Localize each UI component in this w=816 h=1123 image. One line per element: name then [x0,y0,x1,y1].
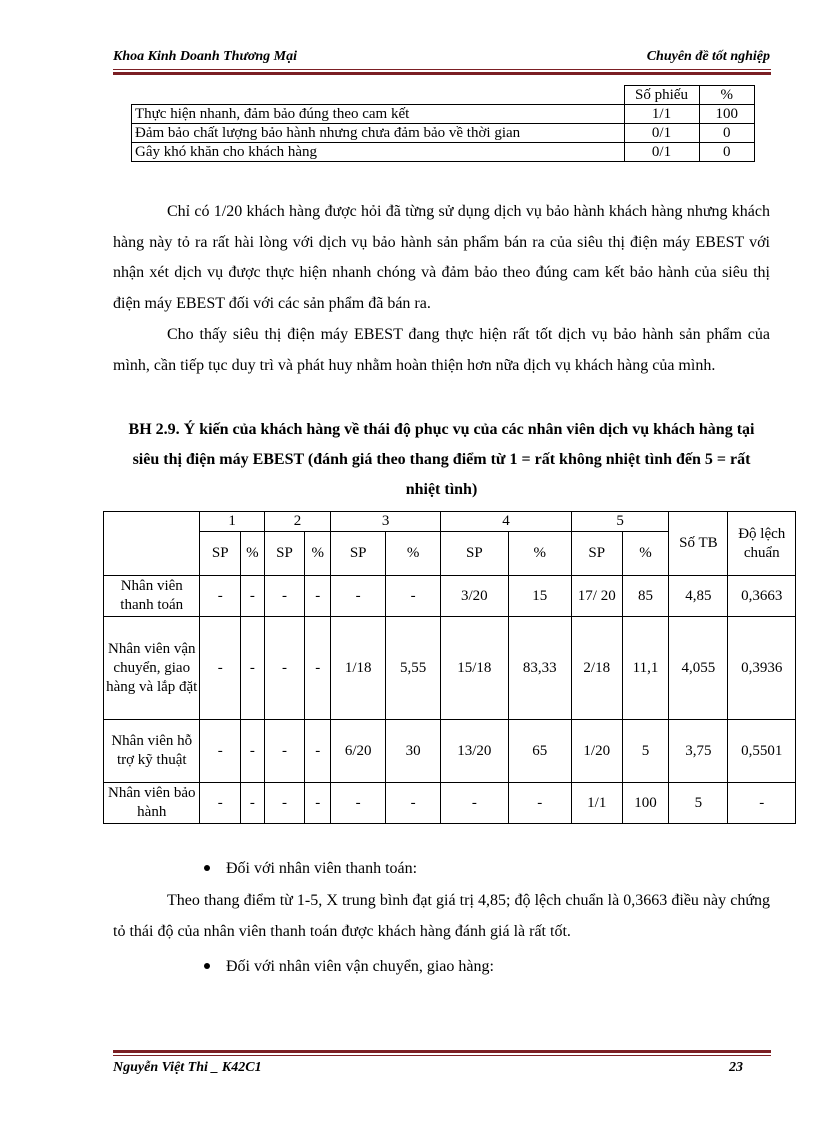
scale-3: 3 [331,512,441,532]
scale-1: 1 [200,512,264,532]
table-row: Thực hiện nhanh, đảm bảo đúng theo cam kết 1/1 100 [132,105,755,124]
bullet-dot-icon [204,963,210,969]
header-rule-thin [113,69,771,70]
col-pct-header: % [699,86,755,105]
paragraph-2: Cho thấy siêu thị điện máy EBEST đang thực hiện rất tốt dịch vụ bảo hành sản phẩm của mình, cần tiếp tục duy trì và phát huy nhằm hoàn thiện hơn nữa dịch vụ khách hàng của mình. [113,326,770,374]
scale-5: 5 [571,512,669,532]
table-row: Nhân viên bảo hành - - - - - - - - 1/1 100 5 - [104,783,796,824]
mean-header: Số TB [669,512,728,576]
footer-rule-thin [113,1055,771,1056]
footer-author: Nguyễn Việt Thi _ K42C1 [113,1060,262,1075]
table2-title: BH 2.9. Ý kiến của khách hàng về thái độ phục vụ của các nhân viên dịch vụ khách hàng tại siêu thị điện máy EBEST (đánh giá theo thang điểm từ 1 = rất không nhiệt tình đến 5 = rất nhiệt tình) [128,421,755,498]
bullet-payment-staff: Đối với nhân viên thanh toán: [204,860,417,878]
header-left: Khoa Kinh Doanh Thương Mại [113,49,297,64]
staff-attitude-table: 1 2 3 4 5 Số TB Độ lệch chuẩn SP % SP % SP % SP % SP % Nhân viên thanh toán - - - - - - 3/20 15 17/ 20 85 4,85 0,3663 Nhân viên vận chuyển, giao hàng và lắp đặt - - - - 1/18 5,55 15/18 83,33 2/18 11,1 4,055 0,3936 Nhân viên hỗ trợ kỹ thuật - - - - 6/20 30 13/20 65 1/20 5 3,75 0,5501 Nhân viên bảo hành - - - - - - - - 1/1 100 5 - [103,511,796,824]
bullet-delivery-staff: Đối với nhân viên vận chuyển, giao hàng: [204,958,494,976]
col-count-header: Số phiếu [624,86,699,105]
footer-rule-thick [113,1050,771,1053]
header-rule-thick [113,72,771,75]
table-row: Nhân viên thanh toán - - - - - - 3/20 15 17/ 20 85 4,85 0,3663 [104,576,796,617]
header-right: Chuyên đề tốt nghiệp [646,49,770,64]
table-row: Gây khó khăn cho khách hàng 0/1 0 [132,143,755,162]
sd-header: Độ lệch chuẩn [728,512,796,576]
scale-2: 2 [264,512,330,532]
warranty-table [131,85,755,162]
bullet-dot-icon [204,865,210,871]
paragraph-1: Chỉ có 1/20 khách hàng được hỏi đã từng sử dụng dịch vụ bảo hành khách hàng nhưng khách hàng này tỏ ra rất hài lòng với dịch vụ bảo hành sản phẩm bán ra của siêu thị điện máy EBEST với nhận xét dịch vụ được thực hiện nhanh chóng và đảm bảo theo đúng cam kết bảo hành của siêu thị điện máy EBEST đối với các sản phẩm đã bán ra. [113,203,770,312]
page-number: 23 [729,1060,743,1075]
table-row: Đảm bảo chất lượng bảo hành nhưng chưa đảm bảo về thời gian 0/1 0 [132,124,755,143]
table-row: Nhân viên vận chuyển, giao hàng và lắp đặt - - - - 1/18 5,55 15/18 83,33 2/18 11,1 4,055 0,3936 [104,617,796,720]
scale-4: 4 [441,512,572,532]
table-row: Nhân viên hỗ trợ kỹ thuật - - - - 6/20 30 13/20 65 1/20 5 3,75 0,5501 [104,720,796,783]
paragraph-3: Theo thang điểm từ 1-5, X trung bình đạt giá trị 4,85; độ lệch chuẩn là 0,3663 điều này chứng tỏ thái độ của nhân viên thanh toán được khách hàng đánh giá là rất tốt. [113,892,770,940]
